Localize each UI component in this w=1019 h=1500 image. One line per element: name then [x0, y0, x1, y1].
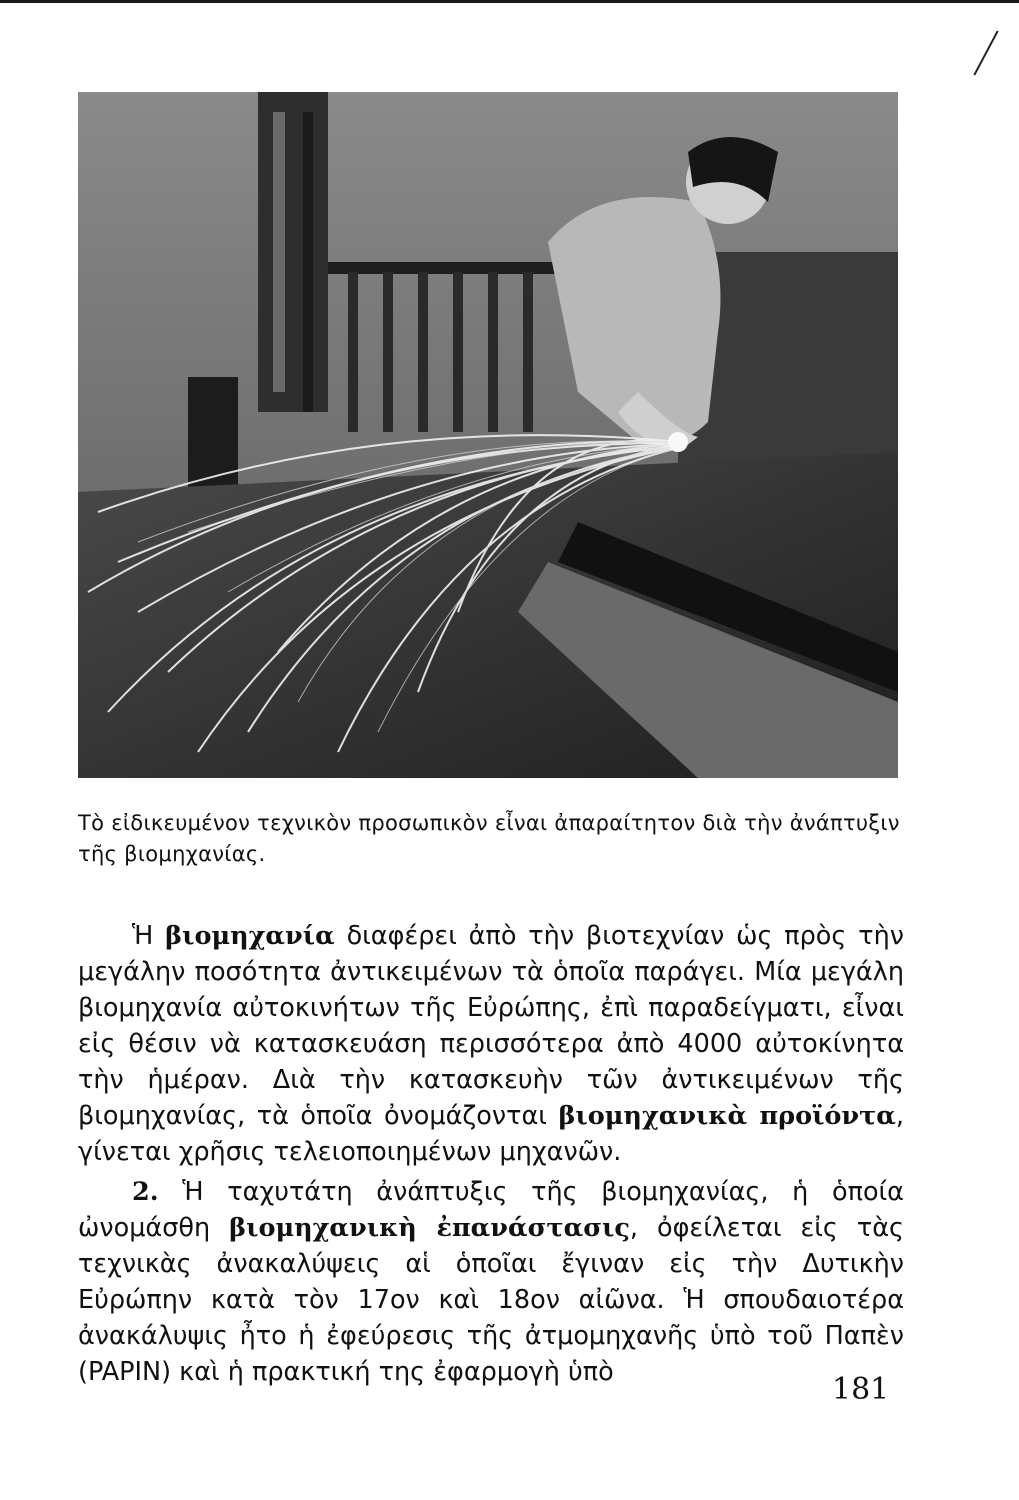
page-number: 181	[832, 1372, 890, 1407]
term-industrial-products: βιομηχανικὰ προϊόντα	[558, 1101, 896, 1131]
paragraph-1-middle: διαφέρει ἀπὸ τὴν βιοτεχνίαν ὡς πρὸς τὴν μεγάλην ποσότητα ἀντικειμένων τὰ ὁποῖα παράγει. Μία μεγάλη βιομηχανία αὐτοκινήτων τῆς Εὐρώπης, ἐπὶ παραδείγματι, εἶναι εἰς θέσιν νὰ κατασκευάση περισσότερα ἀπὸ 4000 αὐτοκίνητα τὴν ἡμέραν. Διὰ τὴν κατασκευὴν τῶν ἀντικειμένων τῆς βιομηχανίας, τὰ ὁποῖα ὀνομάζονται	[78, 921, 904, 1131]
paragraph-2	[78, 1174, 904, 1390]
paragraph-1-start: Ἡ	[132, 921, 166, 951]
term-industry: βιομηχανία	[165, 921, 335, 951]
top-border-line	[0, 0, 1019, 3]
tower-shape	[258, 92, 328, 412]
section-number: 2.	[132, 1177, 159, 1207]
paragraph-1-end: , γίνεται χρῆσις τελειοποιημένων μηχανῶν.	[78, 1101, 905, 1167]
term-industrial-revolution: βιομηχανικὴ ἐπανάστασις	[229, 1213, 630, 1243]
figure-caption: Τὸ εἰδικευμένον τεχνικὸν προσωπικὸν εἶναι ἀπαραίτητον διὰ τὴν ἀνάπτυξιν τῆς βιομηχανίας.	[78, 811, 900, 866]
pen-mark	[973, 30, 998, 75]
body-text	[78, 918, 904, 1390]
paragraph-1	[78, 918, 904, 1170]
worker-grinding-photo	[78, 92, 898, 778]
paragraph-2-start: Ἡ ταχυτάτη ἀνάπτυξις τῆς βιομηχανίας, ἡ ὁποία ὠνομάσθη	[78, 1177, 904, 1243]
paragraph-2-end: , ὀφείλεται εἰς τὰς τεχνικὰς ἀνακαλύψεις αἱ ὁποῖαι ἔγιναν εἰς τὴν Δυτικὴν Εὐρώπην κατὰ τὸν 17ον καὶ 18ον αἰῶνα. Ἡ σπουδαιοτέρα ἀνακάλυψις ἦτο ἡ ἐφεύρεσις τῆς ἀτμομηχανῆς ὑπὸ τοῦ Παπὲν (PAPIN) καὶ ἡ πρακτική της ἐφαρμογὴ ὑπὸ	[78, 1213, 905, 1387]
